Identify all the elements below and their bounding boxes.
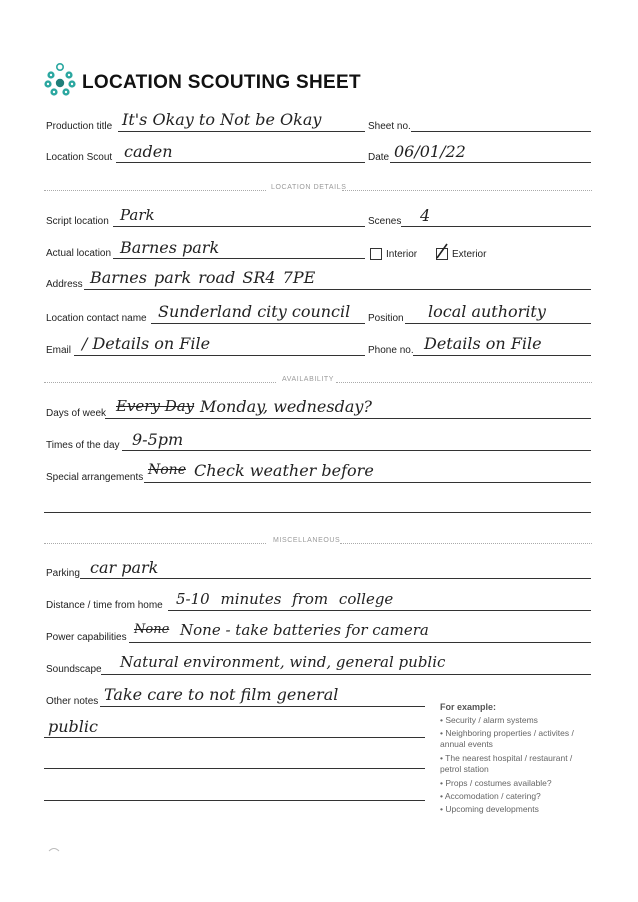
address-line xyxy=(84,289,591,290)
address-value[interactable]: Barnes park road SR4 7PE xyxy=(90,268,316,287)
examples-title: For example: xyxy=(440,702,497,712)
section-availability xyxy=(44,376,592,388)
address-label: Address xyxy=(46,279,83,290)
location-scout-value[interactable]: caden xyxy=(124,142,173,161)
times-of-day-label: Times of the day xyxy=(46,440,120,451)
contact-name-value[interactable]: Sunderland city council xyxy=(158,302,351,321)
checkmark-icon xyxy=(435,243,449,260)
power-label: Power capabilities xyxy=(46,632,127,643)
soundscape-line xyxy=(101,674,591,675)
other-notes-value-line2[interactable]: public xyxy=(48,717,98,736)
days-of-week-label: Days of week xyxy=(46,408,107,419)
contact-name-label: Location contact name xyxy=(46,313,147,324)
example-item: • Neighboring properties / activites / annual events xyxy=(440,728,574,749)
other-notes-label: Other notes xyxy=(46,696,99,707)
date-label: Date xyxy=(368,152,390,163)
email-label: Email xyxy=(46,345,72,356)
section-miscellaneous xyxy=(44,537,592,549)
script-location-label: Script location xyxy=(46,216,109,227)
section-title-miscellaneous: MISCELLANEOUS xyxy=(273,537,341,544)
phone-value[interactable]: Details on File xyxy=(424,334,542,353)
example-item: • Upcoming developments xyxy=(440,804,539,814)
scenes-line xyxy=(401,226,591,227)
scan-mark-icon xyxy=(48,846,60,852)
other-notes-line-4 xyxy=(44,800,425,801)
soundscape-label: Soundscape xyxy=(46,664,102,675)
production-title-line xyxy=(118,131,365,132)
scenes-value[interactable]: 4 xyxy=(420,206,431,225)
distance-value[interactable]: 5-10 minutes from college xyxy=(176,590,394,608)
date-line xyxy=(390,162,591,163)
example-item: • The nearest hospital / restaurant / petrol station xyxy=(440,753,573,774)
distance-label: Distance / time from home xyxy=(46,600,163,611)
script-location-line xyxy=(113,226,365,227)
contact-name-line xyxy=(151,323,365,324)
distance-line xyxy=(168,610,591,611)
section-location-details xyxy=(44,184,592,196)
times-of-day-value[interactable]: 9-5pm xyxy=(132,430,184,449)
position-line xyxy=(405,323,591,324)
section-title-location-details: LOCATION DETAILS xyxy=(271,184,347,191)
position-value[interactable]: local authority xyxy=(428,302,546,321)
days-of-week-line xyxy=(105,418,591,419)
page-title: LOCATION SCOUTING SHEET xyxy=(82,72,361,93)
phone-label: Phone no. xyxy=(368,345,414,356)
special-arrangements-value[interactable]: Check weather before xyxy=(194,461,374,480)
parking-label: Parking xyxy=(46,568,80,579)
exterior-label: Exterior xyxy=(452,249,487,260)
actual-location-line xyxy=(113,258,365,259)
sheet-no-label: Sheet no. xyxy=(368,121,411,132)
actual-location-value[interactable]: Barnes park xyxy=(120,238,220,257)
phone-line xyxy=(413,355,591,356)
example-item: • Security / alarm systems xyxy=(440,715,538,725)
sheet-no-line xyxy=(411,131,591,132)
production-title-value[interactable]: It's Okay to Not be Okay xyxy=(122,110,322,129)
other-notes-line-3 xyxy=(44,768,425,769)
special-arrangements-label: Special arrangements xyxy=(46,472,144,483)
email-value[interactable]: / Details on File xyxy=(82,334,211,353)
power-value[interactable]: None - take batteries for camera xyxy=(180,621,429,639)
other-notes-line-1 xyxy=(100,706,425,707)
interior-label: Interior xyxy=(386,249,418,260)
other-notes-value-line1[interactable]: Take care to not film general xyxy=(104,685,339,704)
times-of-day-line xyxy=(122,450,591,451)
interior-checkbox[interactable] xyxy=(370,248,382,260)
power-struck-value: None xyxy=(134,622,170,637)
section-title-availability: AVAILABILITY xyxy=(282,376,335,383)
soundscape-value[interactable]: Natural environment, wind, general public xyxy=(120,653,446,671)
special-arrangements-extra-line xyxy=(44,512,591,513)
days-struck-value: Every Day xyxy=(116,397,195,415)
special-arrangements-line xyxy=(144,482,591,483)
flower-logo-icon xyxy=(44,62,76,100)
example-item: • Accomodation / catering? xyxy=(440,791,541,801)
location-scout-line xyxy=(116,162,365,163)
location-scout-label: Location Scout xyxy=(46,152,113,163)
actual-location-label: Actual location xyxy=(46,248,112,259)
production-title-label: Production title xyxy=(46,121,113,132)
parking-line xyxy=(80,578,591,579)
other-notes-line-2 xyxy=(44,737,425,738)
power-line xyxy=(129,642,591,643)
example-item: • Props / costumes available? xyxy=(440,778,552,788)
email-line xyxy=(74,355,365,356)
days-of-week-value[interactable]: Monday, wednesday? xyxy=(200,397,372,416)
script-location-value[interactable]: Park xyxy=(120,206,155,224)
date-value[interactable]: 06/01/22 xyxy=(394,142,466,161)
position-label: Position xyxy=(368,313,404,324)
special-struck-value: None xyxy=(148,462,186,478)
scenes-label: Scenes xyxy=(368,216,402,227)
parking-value[interactable]: car park xyxy=(90,558,159,577)
